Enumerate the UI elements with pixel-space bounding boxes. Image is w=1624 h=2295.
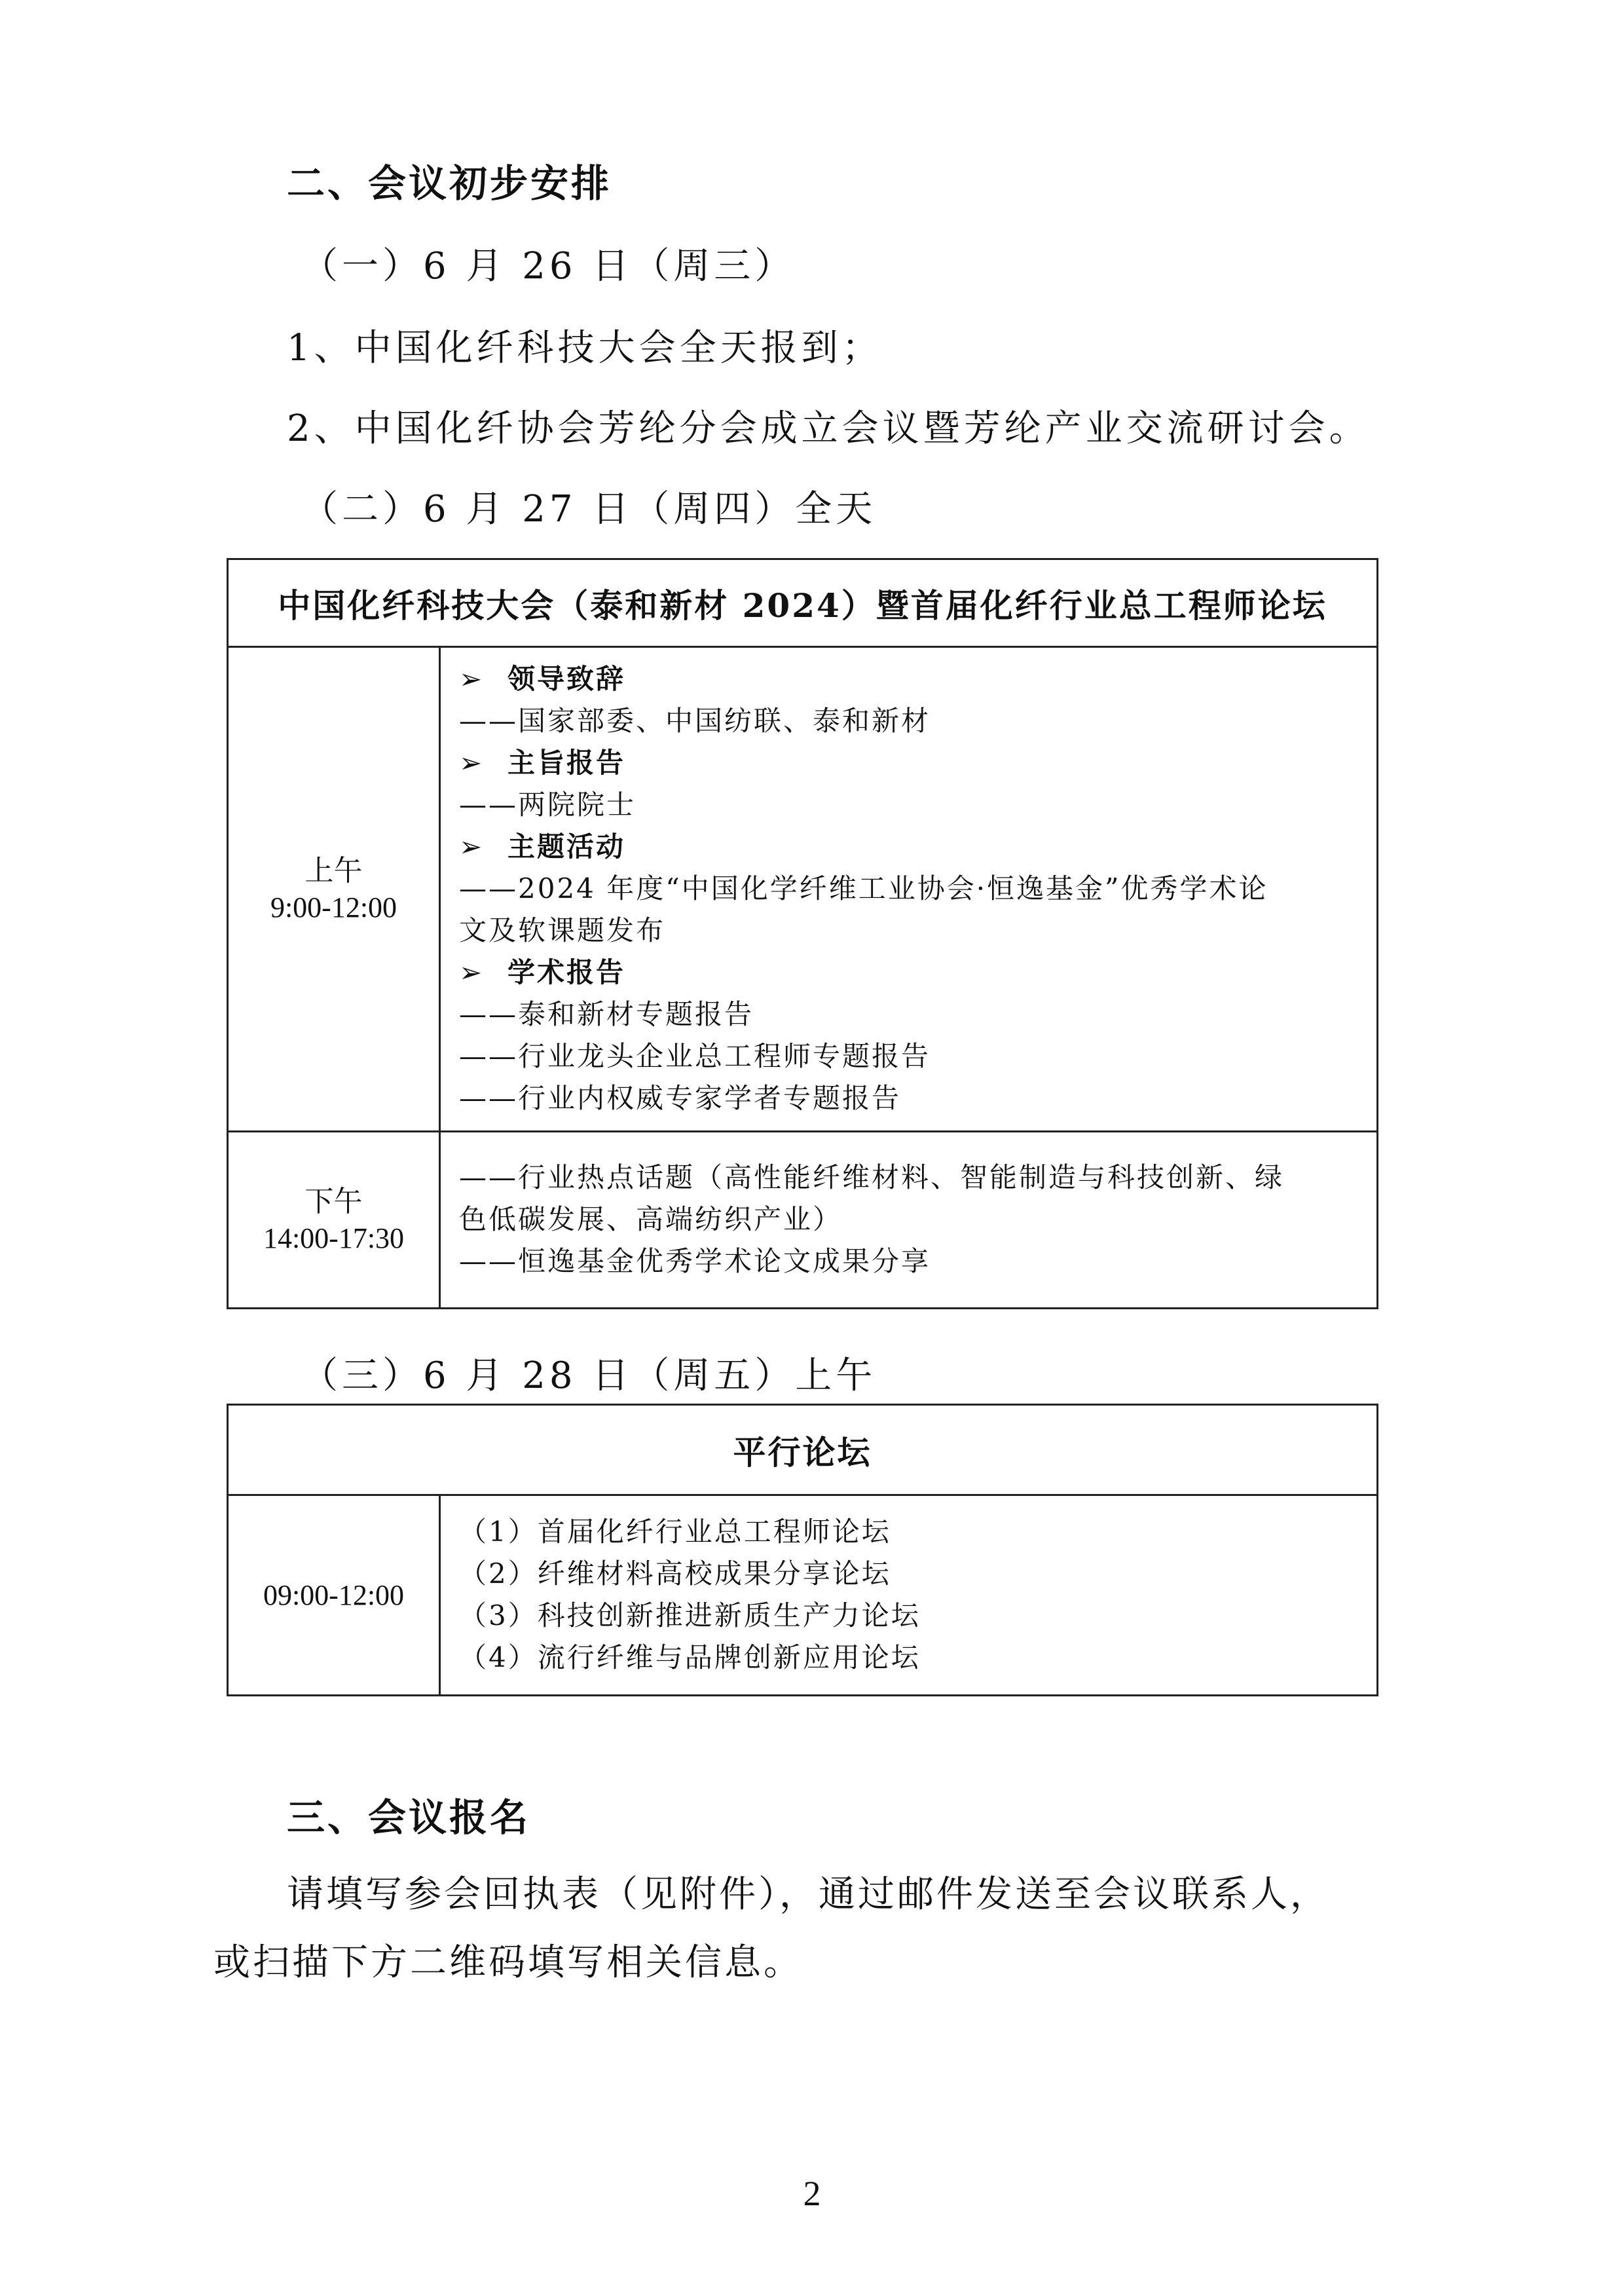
page-number: 2 <box>803 2174 821 2213</box>
agenda-item-head: 学术报告 <box>507 956 626 988</box>
agenda-detail: 文及软课题发布 <box>459 914 666 946</box>
agenda-detail: ——国家部委、中国纺联、泰和新材 <box>459 704 931 737</box>
day-1-label: （一）6 月 26 日（周三） <box>301 245 796 288</box>
arrow-bullet-icon: ➢ <box>459 956 485 988</box>
afternoon-period: 下午 <box>304 1185 363 1218</box>
forum-time: 09:00-12:00 <box>228 1495 440 1696</box>
afternoon-time: 14:00-17:30 <box>263 1222 405 1254</box>
section-3-heading: 三、会议报名 <box>287 1795 531 1840</box>
list-item: （4）流行纤维与品牌创新应用论坛 <box>459 1641 921 1673</box>
agenda-detail: ——行业热点话题（高性能纤维材料、智能制造与科技创新、绿 <box>459 1161 1285 1193</box>
list-item: （2）纤维材料高校成果分享论坛 <box>459 1557 891 1590</box>
morning-time: 9:00-12:00 <box>270 891 397 924</box>
afternoon-agenda <box>440 1132 1378 1309</box>
agenda-item-head: 主旨报告 <box>507 746 626 779</box>
day-1-item-1: 1、中国化纤科技大会全天报到； <box>287 327 883 369</box>
list-item: （3）科技创新推进新质生产力论坛 <box>459 1599 921 1632</box>
agenda-detail: ——泰和新材专题报告 <box>459 998 754 1030</box>
arrow-bullet-icon: ➢ <box>459 746 485 779</box>
morning-time-cell <box>228 647 440 1132</box>
agenda-detail: ——恒逸基金优秀学术论文成果分享 <box>459 1244 931 1277</box>
agenda-detail: ——行业内权威专家学者专题报告 <box>459 1081 902 1114</box>
forum-list <box>440 1495 1378 1696</box>
agenda-detail: 色低碳发展、高端纺织产业） <box>459 1203 843 1235</box>
day-2-table-title: 中国化纤科技大会（泰和新材 2024）暨首届化纤行业总工程师论坛 <box>228 559 1378 647</box>
agenda-item-head: 领导致辞 <box>507 662 626 695</box>
day-2-schedule-table <box>227 558 1378 1309</box>
list-item: （1）首届化纤行业总工程师论坛 <box>459 1515 891 1548</box>
morning-agenda <box>440 647 1378 1132</box>
morning-period: 上午 <box>304 854 363 887</box>
section-2-heading: 二、会议初步安排 <box>287 161 612 206</box>
agenda-item <box>459 658 1363 700</box>
day-3-table-title: 平行论坛 <box>228 1405 1378 1495</box>
agenda-item <box>459 952 1363 994</box>
arrow-bullet-icon: ➢ <box>459 830 485 863</box>
day-2-label: （二）6 月 27 日（周四）全天 <box>301 488 877 531</box>
agenda-detail: ——2024 年度“中国化学纤维工业协会·恒逸基金”优秀学术论 <box>459 872 1268 905</box>
day-3-label: （三）6 月 28 日（周五）上午 <box>301 1354 877 1397</box>
agenda-detail: ——行业龙头企业总工程师专题报告 <box>459 1039 931 1072</box>
day-1-item-2: 2、中国化纤协会芳纶分会成立会议暨芳纶产业交流研讨会。 <box>287 407 1370 450</box>
agenda-detail: ——两院院士 <box>459 788 637 821</box>
agenda-item <box>459 826 1363 868</box>
agenda-item-head: 主题活动 <box>507 830 626 863</box>
afternoon-time-cell <box>228 1132 440 1309</box>
registration-paragraph-line-1: 请填写参会回执表（见附件），通过邮件发送至会议联系人， <box>287 1873 1329 1916</box>
day-3-forum-table <box>227 1404 1378 1696</box>
arrow-bullet-icon: ➢ <box>459 662 485 695</box>
agenda-item <box>459 742 1363 784</box>
registration-paragraph-line-2: 或扫描下方二维码填写相关信息。 <box>213 1941 803 1984</box>
